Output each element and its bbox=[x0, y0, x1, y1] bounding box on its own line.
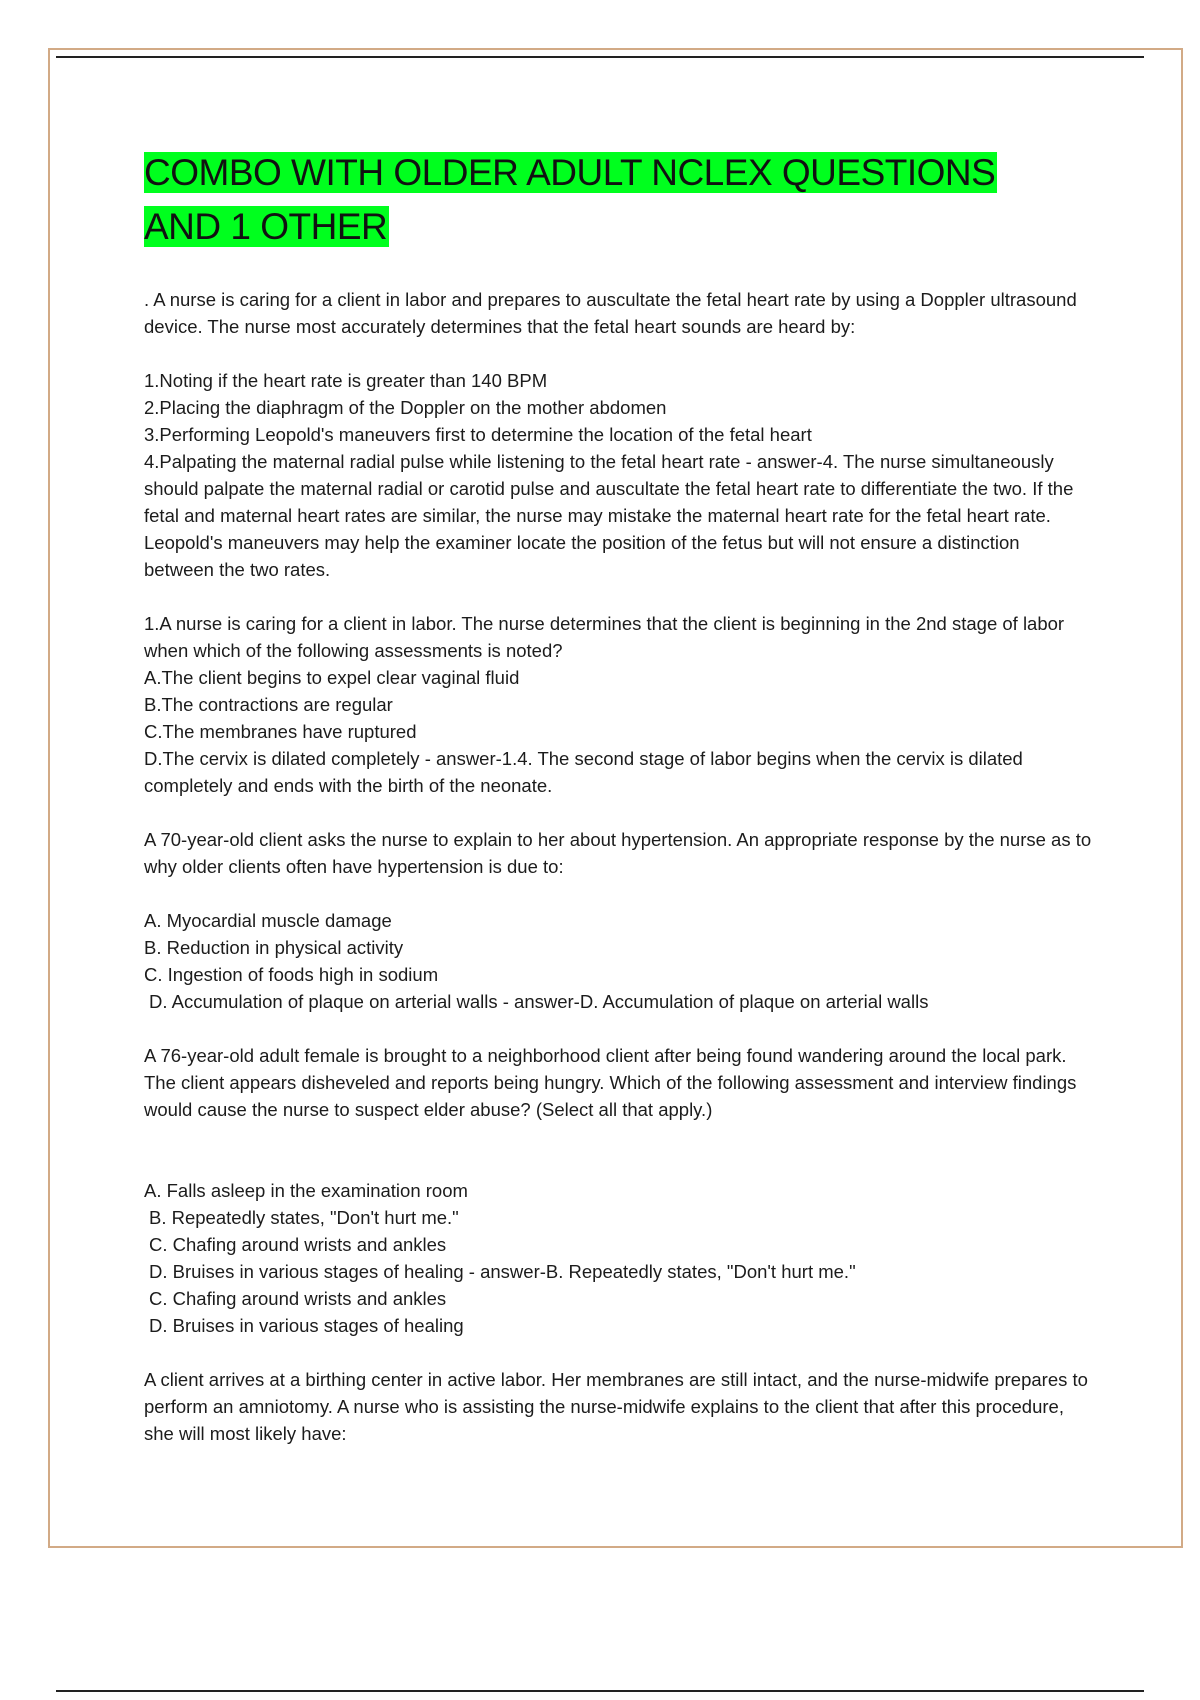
q1-option-1: 1.Noting if the heart rate is greater than 140 BPM bbox=[144, 370, 548, 391]
q4-stem: A 76-year-old adult female is brought to a neighborhood client after being found wandering around the local park. The client appears disheveled and reports being hungry. Which of the following assessment and interview findings would cause the nurse to suspect elder abuse? (Select all that apply.) bbox=[144, 1045, 1077, 1120]
q2-option-c: C.The membranes have ruptured bbox=[144, 721, 417, 742]
footer-rule bbox=[56, 1690, 1144, 1692]
q4-answer-d: D. Bruises in various stages of healing bbox=[149, 1315, 464, 1336]
document-body bbox=[144, 146, 1094, 1447]
q3-option-b: B. Reduction in physical activity bbox=[144, 937, 404, 958]
q4-option-a: A. Falls asleep in the examination room bbox=[144, 1180, 468, 1201]
q2-option-b: B.The contractions are regular bbox=[144, 694, 393, 715]
q3-stem: A 70-year-old client asks the nurse to explain to her about hypertension. An appropriate response by the nurse as to why older clients often have hypertension is due to: bbox=[144, 829, 1092, 877]
q3-option-d-answer: D. Accumulation of plaque on arterial walls - answer-D. Accumulation of plaque on arterial walls bbox=[149, 991, 929, 1012]
q5-stem: A client arrives at a birthing center in active labor. Her membranes are still intact, and the nurse-midwife prepares to perform an amniotomy. A nurse who is assisting the nurse-midwife explains to the client that after this procedure, she will most likely have: bbox=[144, 1369, 1088, 1444]
q3-option-a: A. Myocardial muscle damage bbox=[144, 910, 392, 931]
q4-option-c: C. Chafing around wrists and ankles bbox=[149, 1234, 447, 1255]
q2-stem: 1.A nurse is caring for a client in labor. The nurse determines that the client is beginning in the 2nd stage of labor when which of the following assessments is noted? bbox=[144, 613, 1065, 661]
title-line-1: COMBO WITH OLDER ADULT NCLEX QUESTIONS bbox=[144, 152, 996, 193]
q4-option-d-answer: D. Bruises in various stages of healing - answer-B. Repeatedly states, "Don't hurt me." bbox=[149, 1261, 856, 1282]
q1-option-2: 2.Placing the diaphragm of the Doppler on the mother abdomen bbox=[144, 397, 667, 418]
title-line-2: AND 1 OTHER bbox=[144, 206, 388, 247]
q2-option-d-answer: D.The cervix is dilated completely - answer-1.4. The second stage of labor begins when the cervix is dilated completely and ends with the birth of the neonate. bbox=[144, 748, 1023, 796]
q1-option-3: 3.Performing Leopold's maneuvers first to determine the location of the fetal heart bbox=[144, 424, 812, 445]
header-rule bbox=[56, 56, 1144, 58]
document-title bbox=[144, 146, 1094, 254]
q4-answer-c: C. Chafing around wrists and ankles bbox=[149, 1288, 447, 1309]
q3-option-c: C. Ingestion of foods high in sodium bbox=[144, 964, 439, 985]
q1-stem: . A nurse is caring for a client in labor and prepares to auscultate the fetal heart rate by using a Doppler ultrasound device. The nurse most accurately determines that the fetal heart sounds are heard by: bbox=[144, 289, 1077, 337]
q4-option-b: B. Repeatedly states, "Don't hurt me." bbox=[149, 1207, 459, 1228]
q2-option-a: A.The client begins to expel clear vaginal fluid bbox=[144, 667, 520, 688]
q1-option-4-answer: 4.Palpating the maternal radial pulse while listening to the fetal heart rate - answer-4. The nurse simultaneously should palpate the maternal radial or carotid pulse and auscultate the fetal heart rate to differentiate the two. If the fetal and maternal heart rates are similar, the nurse may mistake the maternal heart rate for the fetal heart rate. Leopold's maneuvers may help the examiner locate the position of the fetus but will not ensure a distinction between the two rates. bbox=[144, 451, 1074, 580]
